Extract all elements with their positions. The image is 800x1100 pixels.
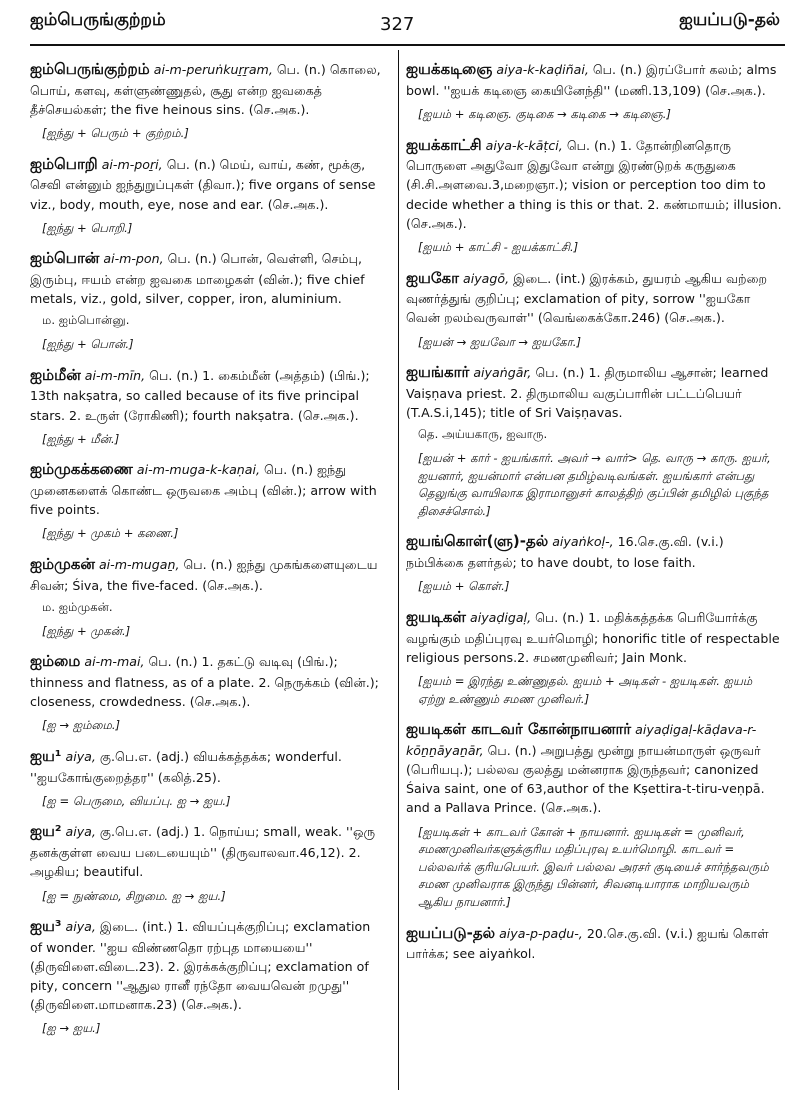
headword: ஐம்முகன் <box>30 555 95 574</box>
dictionary-entry <box>30 745 386 811</box>
headword: ஐய¹ <box>30 746 62 765</box>
transliteration: aiyagō, <box>463 270 510 286</box>
entry-text <box>30 553 386 595</box>
transliteration: ai-m-muga-k-kaṇai, <box>136 462 260 478</box>
page-header <box>0 0 800 50</box>
entry-text <box>30 820 386 881</box>
etymology: [ஐந்து + மீன்.] <box>42 431 120 446</box>
entry-text <box>30 915 386 1014</box>
dictionary-entry <box>30 458 386 543</box>
headword: ஐயடிகள் காடவர் கோன்நாயனார் <box>406 720 632 739</box>
transliteration: aiya-p-paḍu-, <box>499 925 583 941</box>
dictionary-entry <box>30 553 386 640</box>
entry-text <box>406 530 782 572</box>
dictionary-entry <box>30 364 386 449</box>
etymology: [ஐயடிகள் + காடவர் கோன் + நாயனார். ஐயடிகள் = முனிவர், சமணமுனிவர்களுக்குரிய மதிப்புரவு உயர்மொழி. காடவர் = பல்லவர்க் குரியபெயர். இவர் பல்லவ அரசர் குடியைச் சார்ந்தவரும் சமண முனிவராக இருந்து பின்னர், சிவனடியாராக மாறியவரும் ஆகிய நாயனார்.] <box>418 824 769 909</box>
headword: ஐயடிகள் <box>406 607 466 626</box>
page-number: 327 <box>380 14 415 35</box>
headword: ஐயங்கொள்(ளு)-தல் <box>406 532 549 551</box>
transliteration: ai-m-mugaṉ, <box>98 557 180 573</box>
dictionary-entry <box>406 361 782 520</box>
cognate: ம. ஐம்முகன். <box>42 599 113 614</box>
dictionary-entry <box>406 530 782 596</box>
dictionary-entry <box>30 820 386 905</box>
transliteration: aiya-k-kāṭci, <box>485 137 563 153</box>
entry-text <box>406 134 782 233</box>
dictionary-entry <box>406 58 782 124</box>
transliteration: ai-m-peruṅkuṟṟam, <box>153 62 273 77</box>
definition: 20.செ.கு.வி. (v.i.) ஐயங் கொள் பார்க்க; see aiyaṅkol. <box>406 925 769 962</box>
definition: இடை. (int.) இரக்கம், துயரம் ஆகிய வற்றை வுணர்த்துங் குறிப்பு; exclamation of pity, sorrow ''ஐயகோ வென் றலம்வருவாள்'' (வெங்கைக்கோ.246) (செ.அக.). <box>406 270 768 326</box>
etymology: [ஐந்து + பொன்.] <box>42 337 134 352</box>
dictionary-entry <box>406 134 782 257</box>
dictionary-entry <box>406 267 782 352</box>
etymology: [ஐ → ஐய.] <box>42 1021 101 1036</box>
etymology: [ஐந்து + பொறி.] <box>42 220 133 235</box>
entry-text <box>30 458 386 519</box>
entry-text <box>406 922 782 964</box>
headword: ஐம்பொறி <box>30 154 98 173</box>
definition: இடை. (int.) 1. வியப்புக்குறிப்பு; exclamation of wonder. ''ஐய விண்ணதொ ரற்புத மாயையை'' (திருவிளை.விடை.23). 2. இரக்கக்குறிப்பு; exclamation of pity, concern ''ஆதுல ரானீ ரந்தோ வையவென் றமுது'' (திருவிளை.மாமனாக.23) (செ.அக.). <box>30 919 371 1013</box>
entry-text <box>30 247 386 308</box>
entry-text <box>30 153 386 214</box>
entry-text <box>30 364 386 425</box>
definition: கு.பெ.எ. (adj.) வியக்கத்தக்க; wonderful. ''ஐயகோங்குறைத்தர'' (கலித்.25). <box>30 748 342 785</box>
entry-text <box>406 361 782 422</box>
definition: பெ. (n.) இரப்போர் கலம்; alms bowl. ''ஐயக் கடிஞை கையினேந்தி'' (மணி.13,109) (செ.அக.). <box>406 62 777 98</box>
etymology: [ஐயன் → ஐயவோ → ஐயகோ.] <box>418 334 581 349</box>
entry-text <box>406 718 782 817</box>
definition: பெ. (n.) அறுபத்து மூன்று நாயன்மாருள் ஒருவர் (பெரியபு.); பல்லவ குலத்து மன்னராக இருந்தவர்; canonized Śaiva saint, one of 63,author of the Kṣettira-t-tiru-veṇpā. and a Pallava Prince. (செ.அக.). <box>406 742 765 816</box>
entry-text <box>406 267 782 328</box>
cognate: தெ. அய்யகாரு, ஐவாரு. <box>418 427 548 442</box>
headword: ஐம்பொன் <box>30 249 100 268</box>
cognate: ம. ஐம்பொன்னு. <box>42 313 130 328</box>
dictionary-entry <box>30 58 386 143</box>
etymology: [ஐயம் + கடிஞை. குடிகை → கடிகை → கடிஞை.] <box>418 106 671 121</box>
etymology: [ஐந்து + முகன்.] <box>42 623 131 638</box>
headword: ஐம்முகக்கணை <box>30 460 133 479</box>
headword: ஐயகோ <box>406 268 459 287</box>
etymology: [ஐயம் = இரந்து உண்ணுதல். ஐயம் + அடிகள் - ஐயடிகள். ஐயம் ஏற்று உண்ணும் சமண முனிவர்.] <box>418 673 753 706</box>
dictionary-entry <box>406 718 782 911</box>
headword: ஐம்மை <box>30 652 81 671</box>
headword: ஐய³ <box>30 917 62 936</box>
headword: ஐயப்படு-தல் <box>406 923 496 942</box>
etymology: [ஐ = நுண்மை, சிறுமை. ஐ → ஐய.] <box>42 888 226 903</box>
headword: ஐயங்கார் <box>406 363 470 382</box>
dictionary-entry <box>30 153 386 238</box>
running-head-right: ஐயப்படு-தல் <box>679 10 780 30</box>
etymology: [ஐயம் + கொள்.] <box>418 579 510 594</box>
definition: பெ. (n.) ஐந்து முனைகளைக் கொண்ட ஒருவகை அம்பு (வின்.); arrow with five points. <box>30 462 377 518</box>
headword: ஐம்பெருங்குற்றம் <box>30 60 150 78</box>
definition: பெ. (n.) ஐந்து முகங்களையுடைய சிவன்; Śiva, the five-faced. (செ.அக.). <box>30 557 378 593</box>
left-column <box>30 58 386 1048</box>
definition: பெ. (n.) பொன், வெள்ளி, செம்பு, இரும்பு, ஈயம் என்ற ஐவகை மாழைகள் (வின்.); five chief metals, viz., gold, silver, copper, iron, aluminium. <box>30 251 365 307</box>
etymology: [ஐந்து + முகம் + கணை.] <box>42 526 179 541</box>
dictionary-entry <box>30 247 386 353</box>
column-divider <box>398 50 399 1090</box>
transliteration: aiya, <box>65 824 96 840</box>
headword: ஐயக்கடிஞை <box>406 60 493 78</box>
etymology: [ஐயன் + கார் - ஐயங்கார். அவர் → வார்> தெ. வாரு → காரு. ஐயர், ஐயனார், ஐயன்மார் என்பன தமிழ்வடிவங்கள். ஐயங்கார் என்பது தெலுங்கு வாயிலாக இராமானுசர் காலத்திற் குப்பின் தமிழில் புகுந்த திசைச்சொல்.] <box>418 450 771 518</box>
headword: ஐயக்காட்சி <box>406 135 482 154</box>
entry-text <box>406 58 782 100</box>
definition: பெ. (n.) 1. திருமாலிய ஆசான்; learned Vaiṣṇava priest. 2. திருமாலிய வகுப்பாரின் பட்டப்பெயர் (T.A.S.i,145); title of Sri Vaiṣṇavas. <box>406 365 769 421</box>
entry-text <box>30 58 386 119</box>
definition: பெ. (n.) 1. மதிக்கத்தக்க பெரியோர்க்கு வழங்கும் மதிப்புரவு உயர்மொழி; honorific title of respectable religious persons.2. சமணமுனிவர்; Jain Monk. <box>406 609 780 665</box>
transliteration: ai-m-mai, <box>84 654 145 670</box>
transliteration: aiyaḍigaḷ-kāḍava-r-kōṉṉāyaṉār, <box>406 722 757 758</box>
etymology: [ஐ → ஐம்மை.] <box>42 718 121 733</box>
definition: பெ. (n.) கொலை, பொய், களவு, கள்ளுண்ணுதல், சூது என்ற ஐவகைத் தீச்செயல்கள்; the five heinous sins. (செ.அக.). <box>30 62 381 117</box>
transliteration: ai-m-pon, <box>103 251 164 267</box>
etymology: [ஐ = பெருமை, வியப்பு. ஐ → ஐய.] <box>42 793 231 808</box>
etymology: [ஐந்து + பெரும் + குற்றம்.] <box>42 126 189 141</box>
transliteration: ai-m-poṟi, <box>101 156 163 172</box>
transliteration: aiya-k-kaḍiñai, <box>496 62 589 77</box>
etymology: [ஐயம் + காட்சி - ஐயக்காட்சி.] <box>418 239 579 254</box>
transliteration: aiyaṅgār, <box>473 365 532 381</box>
right-column <box>406 58 782 970</box>
transliteration: aiya, <box>65 748 96 764</box>
entry-text <box>406 606 782 667</box>
definition: பெ. (n.) 1. கைம்மீன் (அத்தம்) (பிங்.); 13th nakṣatra, so called because of its five principal stars. 2. உருள் (ரோகிணி); fourth nakṣatra. (செ.அக.). <box>30 367 370 423</box>
transliteration: aiyaṅkoḷ-, <box>552 534 614 550</box>
transliteration: aiya, <box>65 919 96 935</box>
headword: ஐய² <box>30 822 62 841</box>
definition: பெ. (n.) மெய், வாய், கண், மூக்கு, செவி என்னும் ஐந்துறுப்புகள் (திவா.); five organs of sense viz., body, mouth, eye, nose and ear. (செ.அக.). <box>30 156 376 212</box>
dictionary-entry <box>30 650 386 735</box>
entry-text <box>30 650 386 711</box>
definition: பெ. (n.) 1. தோன்றினதொரு பொருளை அதுவோ இதுவோ என்று இரண்டுறக் கருதுகை (சி.சி.அளவை.3,மறைஞா.); vision or perception too dim to decide whether a thing is this or that. 2. கண்மாயம்; illusion. (செ.அக.). <box>406 137 782 231</box>
dictionary-entry <box>30 915 386 1038</box>
running-head-left: ஐம்பெருங்குற்றம் <box>30 10 166 30</box>
transliteration: aiyaḍigaḷ, <box>470 609 532 625</box>
dictionary-entry <box>406 606 782 708</box>
definition: 16.செ.கு.வி. (v.i.) நம்பிக்கை தளர்தல்; to have doubt, to lose faith. <box>406 534 724 571</box>
headword: ஐம்மீன் <box>30 365 81 384</box>
transliteration: ai-m-mīn, <box>84 367 146 383</box>
dictionary-entry <box>406 922 782 964</box>
header-rule <box>30 44 785 46</box>
definition: பெ. (n.) 1. தகட்டு வடிவு (பிங்.); thinness and flatness, as of a plate. 2. நெருக்கம் (வின்.); closeness, crowdedness. (செ.அக.). <box>30 654 379 710</box>
entry-text <box>30 745 386 787</box>
definition: கு.பெ.எ. (adj.) 1. நொய்ய; small, weak. ''ஒரு தனக்குள்ள வைய படையையும்'' (திருவாலவா.46,12). 2. அழகிய; beautiful. <box>30 824 376 880</box>
